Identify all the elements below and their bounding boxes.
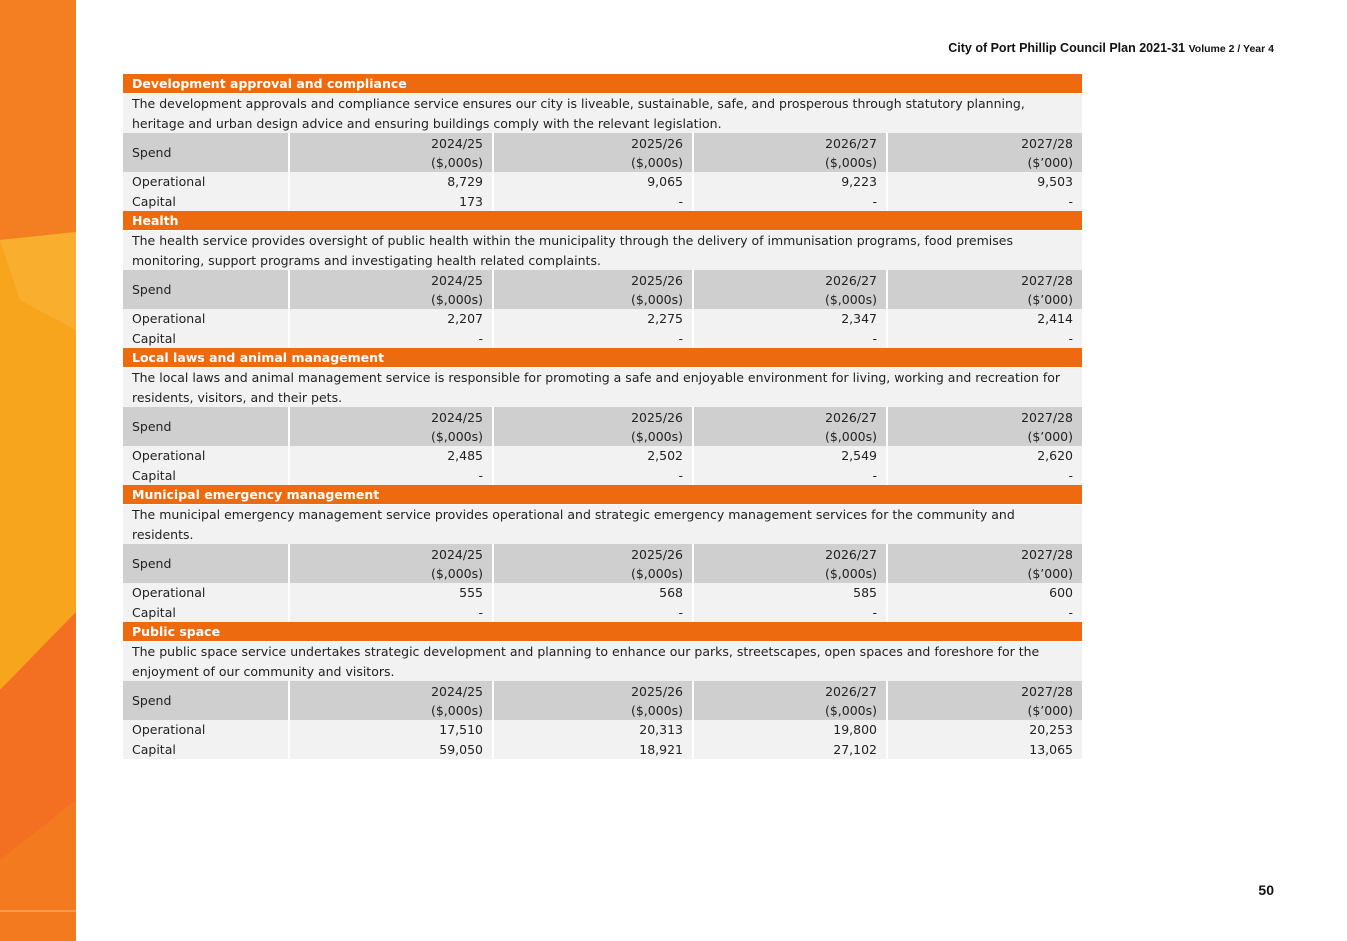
document-title: City of Port Phillip Council Plan 2021-31 xyxy=(948,41,1186,55)
unit-label: ($,000s) xyxy=(824,702,877,718)
unit-label: ($,000s) xyxy=(630,428,683,444)
capital-value: - xyxy=(289,603,493,623)
service-sections xyxy=(123,74,1082,759)
operational-value: 585 xyxy=(693,583,887,603)
year-label: 2025/26 xyxy=(631,135,683,151)
year-column-header xyxy=(887,407,1082,446)
year-label: 2026/27 xyxy=(825,683,877,699)
operational-value: 568 xyxy=(493,583,693,603)
operational-value: 2,485 xyxy=(289,446,493,466)
unit-label: ($,000s) xyxy=(630,291,683,307)
spend-table xyxy=(123,681,1082,759)
capital-value: 27,102 xyxy=(693,740,887,760)
unit-label: ($,000s) xyxy=(430,154,483,170)
spend-label: Spend xyxy=(123,407,289,446)
document-volume: Volume 2 / Year 4 xyxy=(1188,43,1274,55)
service-section xyxy=(123,74,1082,211)
year-label: 2024/25 xyxy=(431,409,483,425)
capital-value: 173 xyxy=(289,192,493,212)
operational-row xyxy=(123,172,1082,192)
capital-value: - xyxy=(887,603,1082,623)
capital-label: Capital xyxy=(123,466,289,486)
year-label: 2026/27 xyxy=(825,409,877,425)
year-label: 2026/27 xyxy=(825,546,877,562)
unit-label: ($,000s) xyxy=(630,565,683,581)
year-column-header xyxy=(289,133,493,172)
capital-value: - xyxy=(693,192,887,212)
unit-label: ($’000) xyxy=(1027,565,1073,581)
unit-label: ($’000) xyxy=(1027,428,1073,444)
operational-value: 2,414 xyxy=(887,309,1082,329)
capital-value: - xyxy=(693,603,887,623)
operational-value: 2,620 xyxy=(887,446,1082,466)
operational-value: 600 xyxy=(887,583,1082,603)
operational-value: 2,347 xyxy=(693,309,887,329)
unit-label: ($,000s) xyxy=(430,291,483,307)
spend-header-row xyxy=(123,681,1082,720)
document-header xyxy=(948,41,1274,55)
unit-label: ($,000s) xyxy=(824,565,877,581)
unit-label: ($,000s) xyxy=(430,702,483,718)
operational-label: Operational xyxy=(123,172,289,192)
year-column-header xyxy=(693,133,887,172)
spend-table xyxy=(123,407,1082,485)
year-label: 2025/26 xyxy=(631,546,683,562)
operational-value: 17,510 xyxy=(289,720,493,740)
year-column-header xyxy=(289,681,493,720)
unit-label: ($,000s) xyxy=(430,565,483,581)
unit-label: ($,000s) xyxy=(630,702,683,718)
capital-row xyxy=(123,192,1082,212)
section-title: Local laws and animal management xyxy=(123,348,1082,367)
operational-value: 2,502 xyxy=(493,446,693,466)
capital-value: - xyxy=(693,466,887,486)
year-column-header xyxy=(493,681,693,720)
unit-label: ($,000s) xyxy=(630,154,683,170)
operational-label: Operational xyxy=(123,309,289,329)
year-label: 2025/26 xyxy=(631,272,683,288)
year-column-header xyxy=(887,681,1082,720)
operational-label: Operational xyxy=(123,583,289,603)
operational-label: Operational xyxy=(123,446,289,466)
spend-table xyxy=(123,544,1082,622)
year-column-header xyxy=(887,544,1082,583)
year-label: 2027/28 xyxy=(1021,683,1073,699)
page-number: 50 xyxy=(1258,882,1274,898)
section-description: The local laws and animal management service is responsible for promoting a safe and enjoyable environment for living, working and recreation for residents, visitors, and their pets. xyxy=(123,368,1082,407)
year-column-header xyxy=(887,133,1082,172)
year-column-header xyxy=(693,544,887,583)
section-description: The health service provides oversight of public health within the municipality through the delivery of immunisation programs, food premises monitoring, support programs and investigating health related complaints. xyxy=(123,231,1082,270)
operational-value: 2,549 xyxy=(693,446,887,466)
spend-header-row xyxy=(123,407,1082,446)
spend-header-row xyxy=(123,133,1082,172)
capital-value: - xyxy=(887,466,1082,486)
year-label: 2027/28 xyxy=(1021,409,1073,425)
section-title: Development approval and compliance xyxy=(123,74,1082,93)
year-label: 2026/27 xyxy=(825,135,877,151)
year-column-header xyxy=(289,270,493,309)
unit-label: ($’000) xyxy=(1027,291,1073,307)
unit-label: ($’000) xyxy=(1027,154,1073,170)
year-label: 2024/25 xyxy=(431,546,483,562)
operational-value: 2,207 xyxy=(289,309,493,329)
year-label: 2024/25 xyxy=(431,683,483,699)
year-column-header xyxy=(493,544,693,583)
section-description: The public space service undertakes strategic development and planning to enhance our parks, streetscapes, open spaces and foreshore for the enjoyment of our community and visitors. xyxy=(123,642,1082,681)
capital-value: - xyxy=(493,603,693,623)
service-section xyxy=(123,485,1082,622)
spend-table xyxy=(123,133,1082,211)
capital-label: Capital xyxy=(123,192,289,212)
spend-label: Spend xyxy=(123,681,289,720)
capital-row xyxy=(123,740,1082,760)
year-label: 2027/28 xyxy=(1021,272,1073,288)
operational-label: Operational xyxy=(123,720,289,740)
spend-label: Spend xyxy=(123,270,289,309)
unit-label: ($,000s) xyxy=(824,291,877,307)
capital-value: - xyxy=(693,329,887,349)
operational-value: 555 xyxy=(289,583,493,603)
operational-value: 9,065 xyxy=(493,172,693,192)
capital-label: Capital xyxy=(123,740,289,760)
decorative-sidebar xyxy=(0,0,76,941)
section-title: Health xyxy=(123,211,1082,230)
operational-value: 20,253 xyxy=(887,720,1082,740)
operational-row xyxy=(123,720,1082,740)
unit-label: ($,000s) xyxy=(824,154,877,170)
year-label: 2024/25 xyxy=(431,135,483,151)
year-column-header xyxy=(693,407,887,446)
unit-label: ($’000) xyxy=(1027,702,1073,718)
year-label: 2025/26 xyxy=(631,683,683,699)
year-column-header xyxy=(693,681,887,720)
spend-label: Spend xyxy=(123,133,289,172)
section-description: The development approvals and compliance service ensures our city is liveable, sustainable, safe, and prosperous through statutory planning, heritage and urban design advice and ensuring buildings comply with the relevant legislation. xyxy=(123,94,1082,133)
year-label: 2027/28 xyxy=(1021,135,1073,151)
year-label: 2027/28 xyxy=(1021,546,1073,562)
operational-value: 8,729 xyxy=(289,172,493,192)
capital-value: - xyxy=(493,329,693,349)
capital-value: - xyxy=(887,329,1082,349)
year-column-header xyxy=(493,270,693,309)
spend-header-row xyxy=(123,270,1082,309)
section-title: Public space xyxy=(123,622,1082,641)
year-label: 2024/25 xyxy=(431,272,483,288)
section-title: Municipal emergency management xyxy=(123,485,1082,504)
year-label: 2025/26 xyxy=(631,409,683,425)
spend-label: Spend xyxy=(123,544,289,583)
year-column-header xyxy=(887,270,1082,309)
capital-label: Capital xyxy=(123,329,289,349)
operational-value: 9,503 xyxy=(887,172,1082,192)
section-description: The municipal emergency management service provides operational and strategic emergency management services for the community and residents. xyxy=(123,505,1082,544)
capital-value: - xyxy=(887,192,1082,212)
operational-value: 9,223 xyxy=(693,172,887,192)
capital-row xyxy=(123,329,1082,349)
year-column-header xyxy=(289,407,493,446)
year-column-header xyxy=(289,544,493,583)
operational-row xyxy=(123,583,1082,603)
year-column-header xyxy=(493,407,693,446)
year-label: 2026/27 xyxy=(825,272,877,288)
operational-value: 2,275 xyxy=(493,309,693,329)
capital-value: - xyxy=(289,466,493,486)
capital-value: - xyxy=(493,192,693,212)
year-column-header xyxy=(693,270,887,309)
capital-value: - xyxy=(493,466,693,486)
capital-value: - xyxy=(289,329,493,349)
operational-value: 20,313 xyxy=(493,720,693,740)
spend-header-row xyxy=(123,544,1082,583)
operational-row xyxy=(123,309,1082,329)
sidebar-graphic xyxy=(0,0,76,941)
capital-value: 18,921 xyxy=(493,740,693,760)
capital-label: Capital xyxy=(123,603,289,623)
capital-row xyxy=(123,603,1082,623)
service-section xyxy=(123,211,1082,348)
spend-table xyxy=(123,270,1082,348)
capital-value: 13,065 xyxy=(887,740,1082,760)
year-column-header xyxy=(493,133,693,172)
operational-row xyxy=(123,446,1082,466)
service-section xyxy=(123,622,1082,759)
operational-value: 19,800 xyxy=(693,720,887,740)
unit-label: ($,000s) xyxy=(824,428,877,444)
capital-row xyxy=(123,466,1082,486)
unit-label: ($,000s) xyxy=(430,428,483,444)
service-section xyxy=(123,348,1082,485)
capital-value: 59,050 xyxy=(289,740,493,760)
